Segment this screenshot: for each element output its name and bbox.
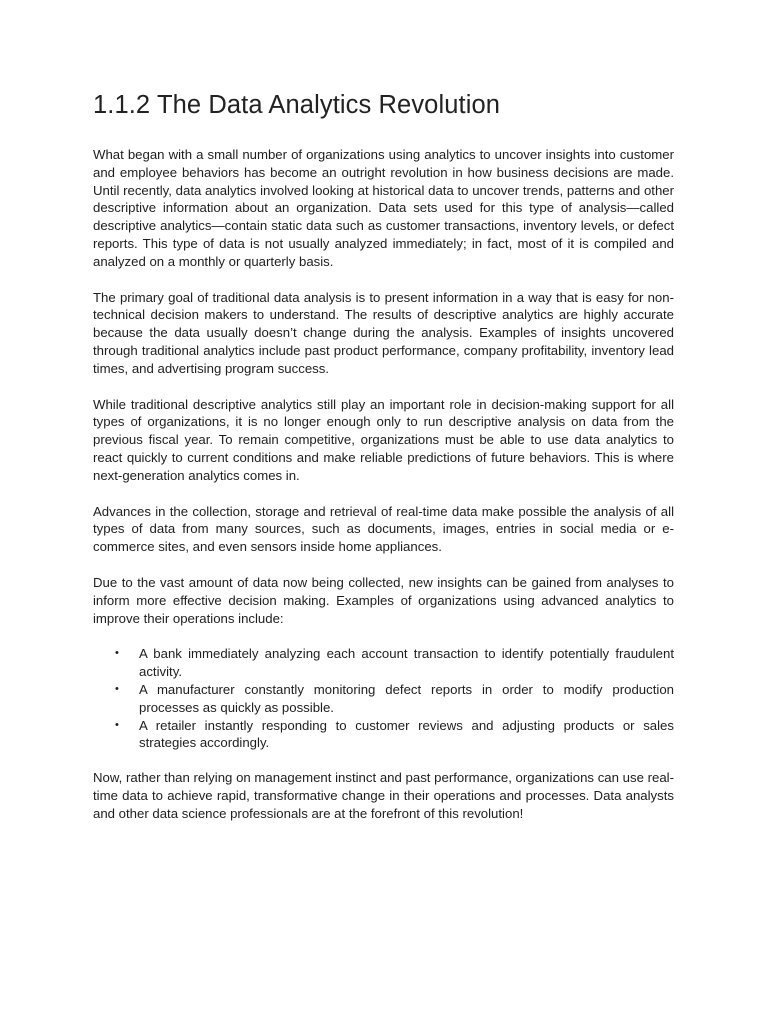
paragraph-traditional-goal: The primary goal of traditional data analysis is to present information in a way that is easy for non-technical decision makers to understand. The results of descriptive analytics are highly accurate because the data usually doesn’t change during the analysis. Examples of insights uncovered through traditional analytics include past product performance, company profitability, inventory lead times, and advertising program success. (93, 289, 674, 376)
list-item-text: A retailer instantly responding to customer reviews and adjusting products or sales strategies accordingly. (139, 717, 674, 751)
list-item (115, 645, 674, 681)
section-heading: 1.1.2 The Data Analytics Revolution (93, 91, 501, 119)
list-item (115, 717, 674, 753)
paragraph-real-time: Advances in the collection, storage and retrieval of real-time data make possible the analysis of all types of data from many sources, such as documents, images, entries in social media or e-commerce sites, and even sensors inside home appliances. (93, 503, 674, 555)
bullet-icon: • (115, 682, 119, 695)
paragraph-closing: Now, rather than relying on management instinct and past performance, organizations can use real-time data to achieve rapid, transformative change in their operations and processes. Data analysts and other data science professionals are at the forefront of this revolution! (93, 770, 674, 821)
bullet-icon: • (115, 718, 119, 731)
bullet-icon: • (115, 647, 119, 660)
examples-list (93, 645, 674, 752)
list-item-text: A manufacturer constantly monitoring defect reports in order to modify production processes as quickly as possible. (139, 681, 674, 715)
list-item (115, 681, 674, 717)
list-item-text: A bank immediately analyzing each account transaction to identify potentially fraudulent activity. (139, 646, 674, 680)
paragraph-competitive: While traditional descriptive analytics still play an important role in decision-making support for all types of organizations, it is no longer enough only to run descriptive analysis on data from the previous fiscal year. To remain competitive, organizations must be able to use data analytics to react quickly to current conditions and make reliable predictions of future behaviors. This is where next-generation analytics comes in. (93, 396, 674, 483)
document-page (93, 86, 674, 841)
paragraph-examples-intro: Due to the vast amount of data now being collected, new insights can be gained from analyses to inform more effective decision making. Examples of organizations using advanced analytics to improve their operations include: (93, 574, 674, 626)
paragraph-intro: What began with a small number of organizations using analytics to uncover insights into customer and employee behaviors has become an outright revolution in how business decisions are made. Until recently, data analytics involved looking at historical data to uncover trends, patterns and other descriptive information about an organization. Data sets used for this type of analysis—called descriptive analytics—contain static data such as customer transactions, inventory levels, or defect reports. This type of data is not usually analyzed immediately; in fact, most of it is compiled and analyzed on a monthly or quarterly basis. (93, 147, 674, 269)
